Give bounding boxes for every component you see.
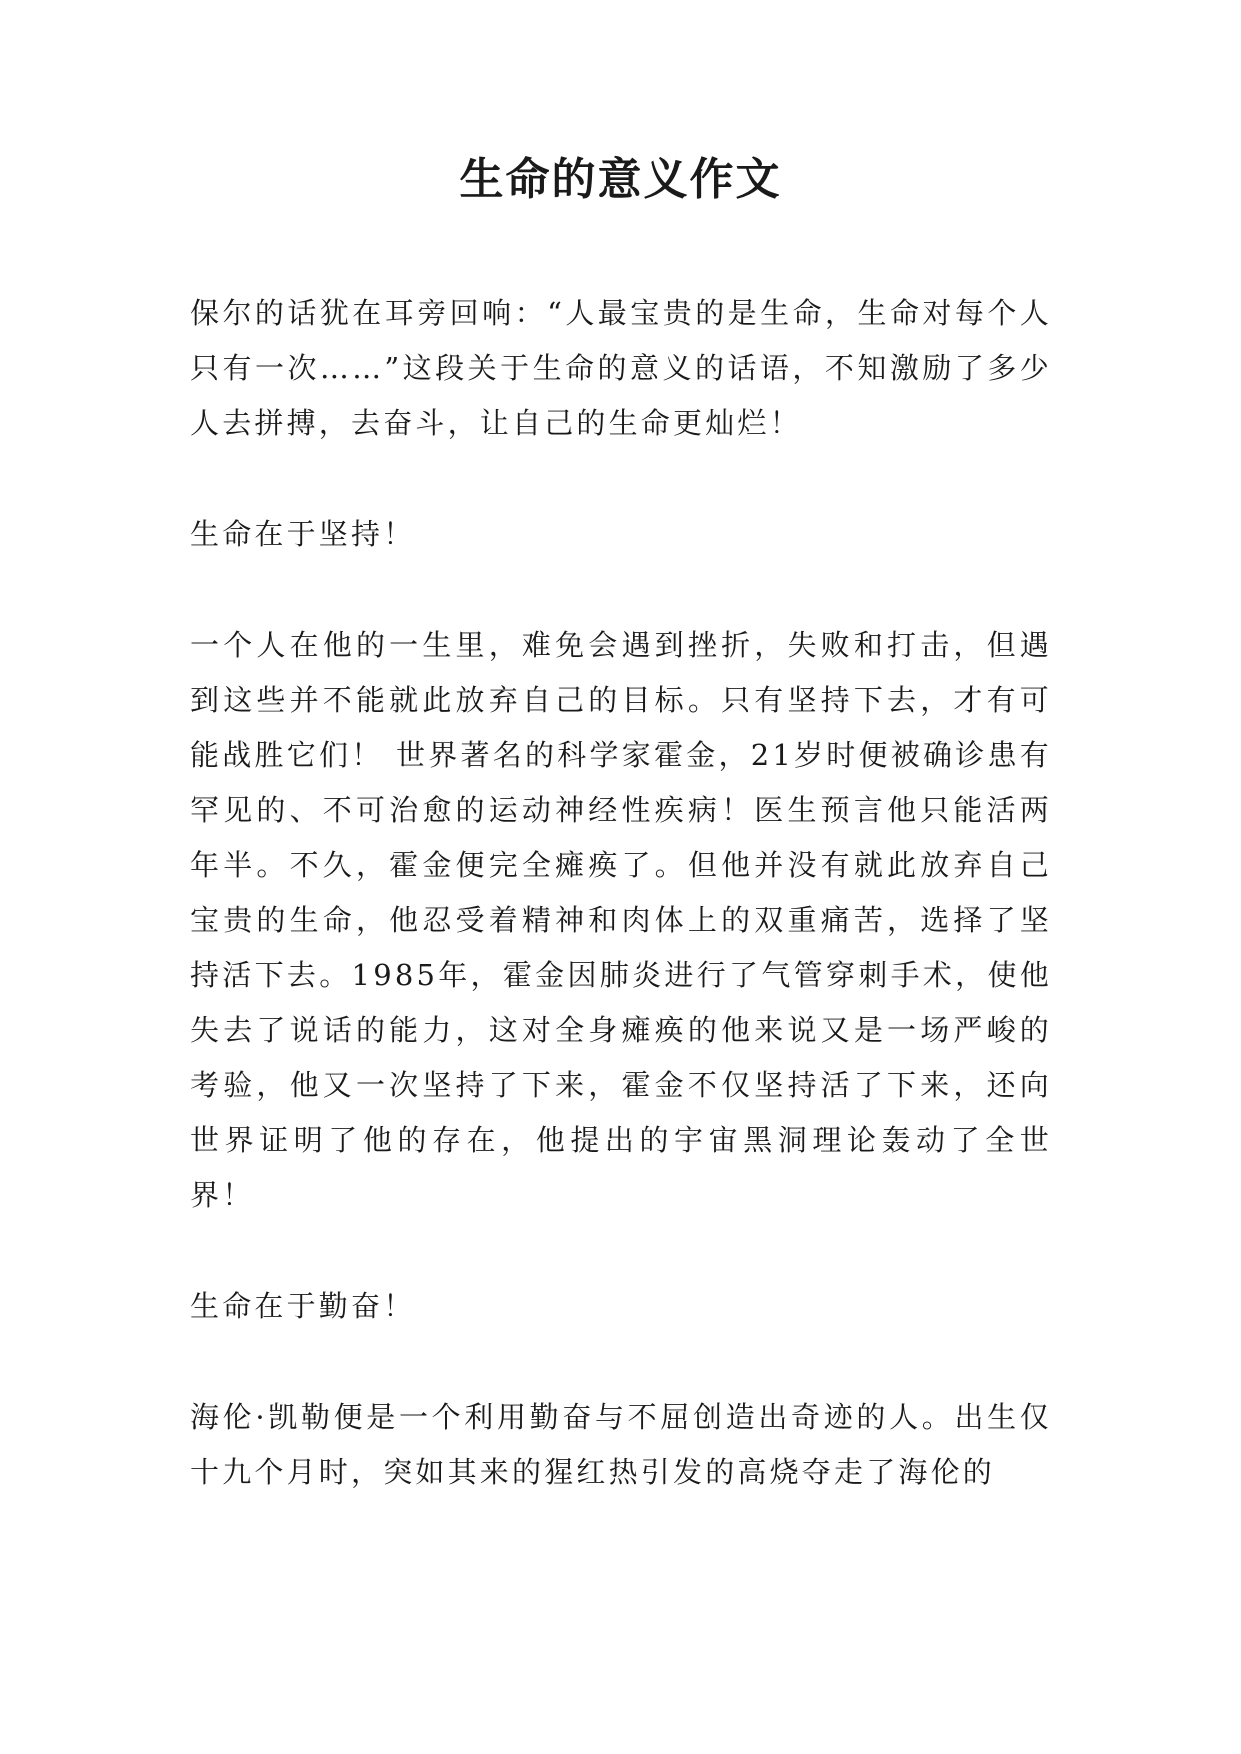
document-title: 生命的意义作文 bbox=[459, 154, 782, 205]
document-body bbox=[190, 286, 1052, 1556]
paragraph-hawking: 一个人在他的一生里，难免会遇到挫折，失败和打击，但遇到这些并不能就此放弃自己的目标。只有坚持下去，才有可能战胜它们！ 世界著名的科学家霍金，21岁时便被确诊患有罕见的、不可治愈的运动神经性疾病！医生预言他只能活两年半。不久，霍金便完全瘫痪了。但他并没有就此放弃自己宝贵的生命，他忍受着精神和肉体上的双重痛苦，选择了坚持活下去。1985年，霍金因肺炎进行了气管穿刺手术，使他失去了说话的能力，这对全身瘫痪的他来说又是一场严峻的考验，他又一次坚持了下来，霍金不仅坚持活了下来，还向世界证明了他的存在，他提出的宇宙黑洞理论轰动了全世界！ bbox=[190, 628, 1052, 1212]
paragraph-helen-keller: 海伦·凯勒便是一个利用勤奋与不屈创造出奇迹的人。出生仅十九个月时，突如其来的猩红热引发的高烧夺走了海伦的 bbox=[190, 1400, 1052, 1489]
section-heading-persistence: 生命在于坚持！ bbox=[190, 517, 416, 551]
paragraph-intro: 保尔的话犹在耳旁回响：“人最宝贵的是生命，生命对每个人只有一次……”这段关于生命的意义的话语，不知激励了多少人去拼搏，去奋斗，让自己的生命更灿烂！ bbox=[190, 296, 1052, 440]
section-heading-diligence: 生命在于勤奋！ bbox=[190, 1289, 416, 1323]
